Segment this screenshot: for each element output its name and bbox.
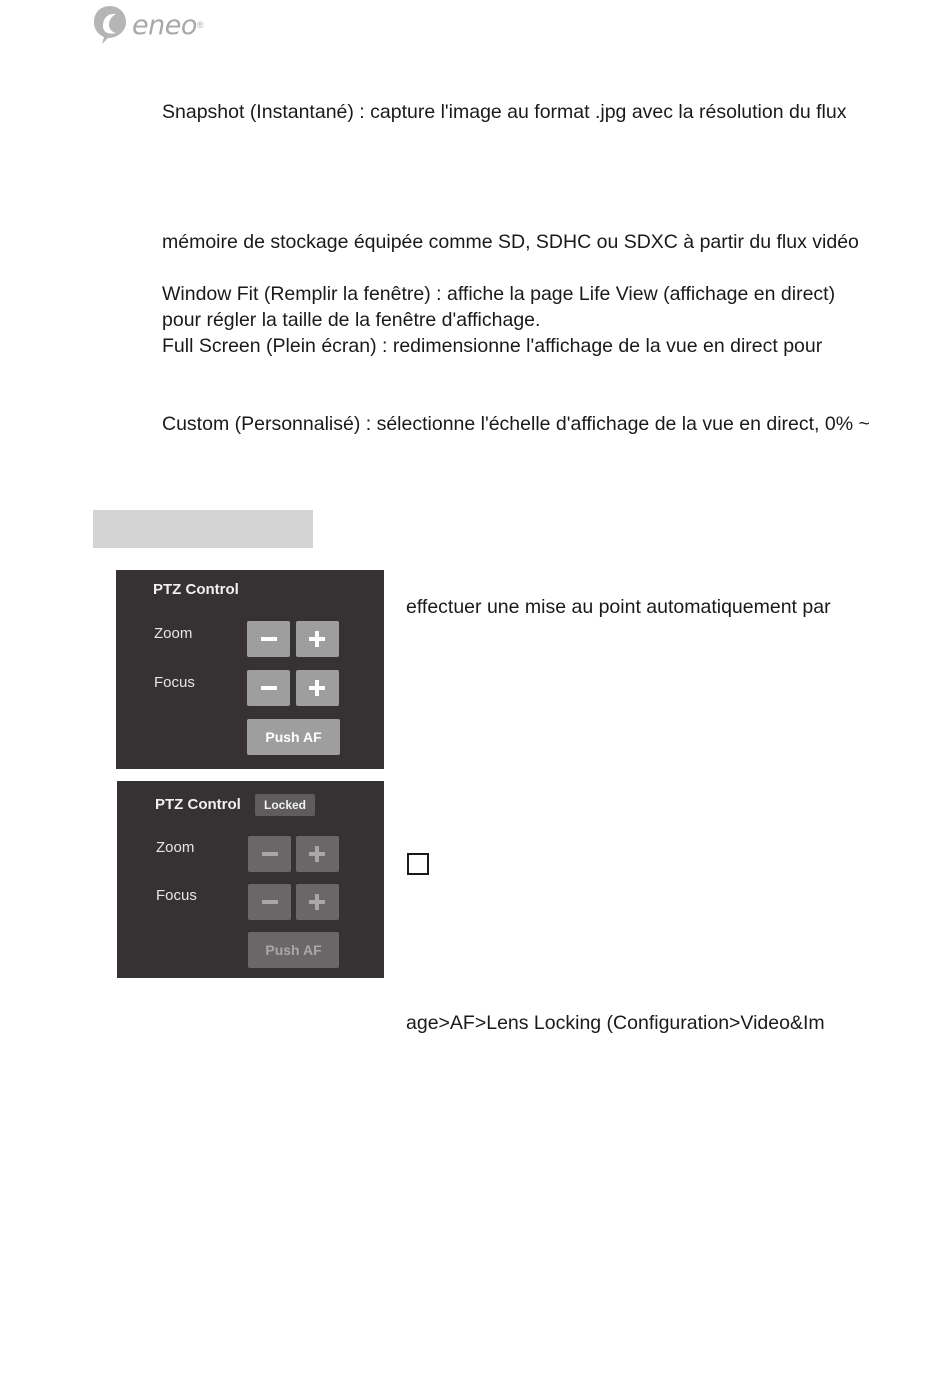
paragraph-window-fit: Window Fit (Remplir la fenêtre) : affiche la page Life View (affichage en direct) xyxy=(162,283,836,305)
focus-label-locked: Focus xyxy=(156,887,197,904)
side-text-autofocus: effectuer une mise au point automatiquement par xyxy=(406,596,831,618)
ptz-panel-title-locked: PTZ Control xyxy=(155,796,241,813)
zoom-out-button[interactable] xyxy=(247,621,290,657)
paragraph-window-fit-cont: pour régler la taille de la fenêtre d'affichage. xyxy=(162,309,541,331)
minus-icon xyxy=(261,686,277,690)
registered-mark: ® xyxy=(196,20,204,30)
focus-near-button-locked[interactable] xyxy=(248,884,291,920)
zoom-label-locked: Zoom xyxy=(156,839,195,856)
zoom-label: Zoom xyxy=(154,625,193,642)
minus-icon xyxy=(262,852,278,856)
focus-label: Focus xyxy=(154,674,195,691)
eneo-logo-icon xyxy=(92,4,128,46)
zoom-in-button-locked[interactable] xyxy=(296,836,339,872)
zoom-out-button-locked[interactable] xyxy=(248,836,291,872)
ptz-control-panel xyxy=(116,570,384,769)
locked-badge: Locked xyxy=(255,794,315,816)
side-text-lens-locking: age>AF>Lens Locking (Configuration>Video&Im xyxy=(406,1012,825,1034)
brand-logo xyxy=(92,4,204,46)
focus-far-button[interactable] xyxy=(296,670,339,706)
paragraph-snapshot: Snapshot (Instantané) : capture l'image au format .jpg avec la résolution du flux xyxy=(162,101,847,123)
logo-wordmark: eneo xyxy=(132,9,197,41)
push-af-button-locked[interactable]: Push AF xyxy=(248,932,339,968)
focus-near-button[interactable] xyxy=(247,670,290,706)
minus-icon xyxy=(261,637,277,641)
paragraph-custom: Custom (Personnalisé) : sélectionne l'échelle d'affichage de la vue en direct, 0% ~ xyxy=(162,413,870,435)
ptz-control-panel-locked xyxy=(117,781,384,978)
minus-icon xyxy=(262,900,278,904)
paragraph-full-screen: Full Screen (Plein écran) : redimensionne l'affichage de la vue en direct pour xyxy=(162,335,823,357)
paragraph-storage: mémoire de stockage équipée comme SD, SDHC ou SDXC à partir du flux vidéo xyxy=(162,231,859,253)
zoom-in-button[interactable] xyxy=(296,621,339,657)
checkbox-icon[interactable] xyxy=(407,853,429,875)
push-af-button[interactable]: Push AF xyxy=(247,719,340,755)
ptz-panel-title: PTZ Control xyxy=(153,581,239,598)
focus-far-button-locked[interactable] xyxy=(296,884,339,920)
section-header-bar xyxy=(93,510,313,548)
